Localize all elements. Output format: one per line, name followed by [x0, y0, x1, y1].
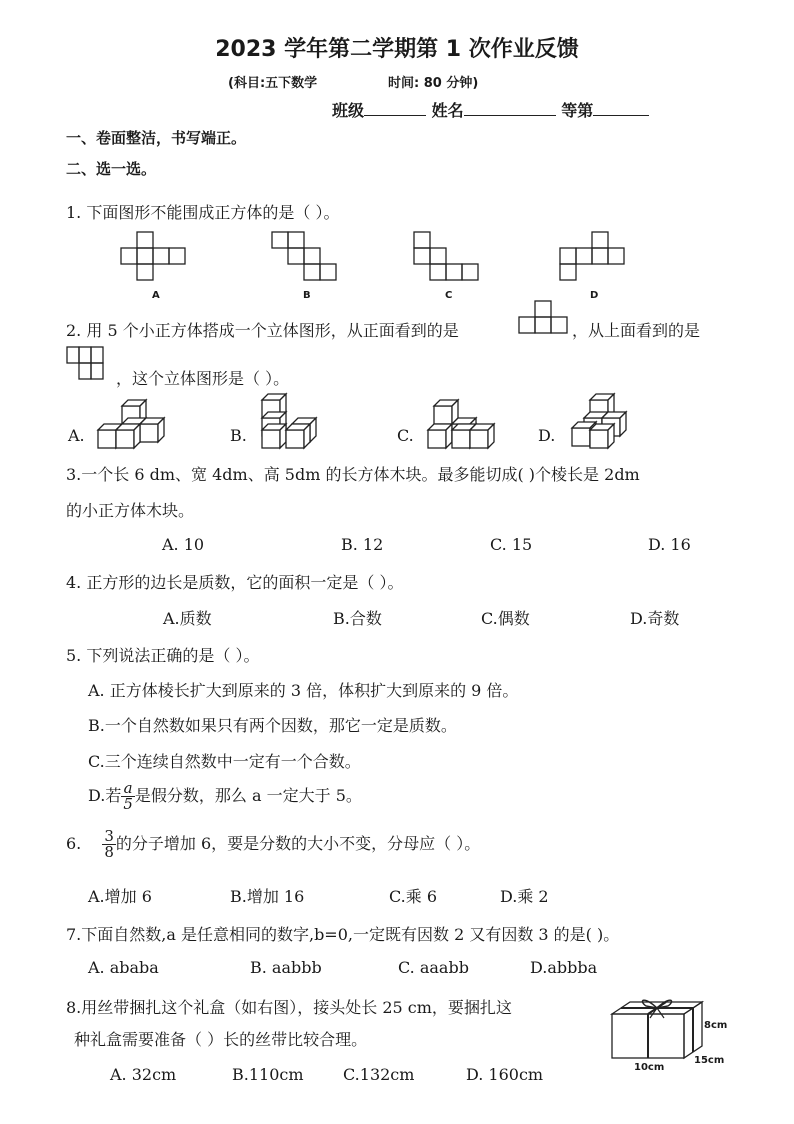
q5-option-b: B.一个自然数如果只有两个因数，那它一定是质数。 [88, 716, 457, 735]
q6-option-c: C.乘 6 [389, 887, 438, 906]
q1-nets-figure [110, 228, 650, 304]
q1-label-c: C [445, 290, 453, 301]
question-5: 5. 下列说法正确的是（ ）。 [66, 646, 260, 665]
net-d [560, 232, 624, 280]
q1-label-d: D [590, 290, 599, 301]
q7-option-c: C. aaabb [398, 958, 469, 977]
q8-option-a: A. 32cm [110, 1065, 177, 1084]
name-blank[interactable] [464, 99, 556, 116]
q4-option-b: B.合数 [333, 609, 382, 628]
class-blank[interactable] [364, 99, 426, 116]
q4-option-d: D.奇数 [630, 609, 680, 628]
q6-option-d: D.乘 2 [500, 887, 549, 906]
question-3-line-1: 3.一个长 6 dm、宽 4dm、高 5dm 的长方体木块。最多能切成( )个棱长是 2dm [66, 465, 640, 484]
q8-option-c: C.132cm [343, 1065, 415, 1084]
q4-option-c: C.偶数 [481, 609, 530, 628]
box-height-label: 8cm [704, 1020, 728, 1031]
page-title: 2023 学年第二学期第 1 次作业反馈 [215, 37, 579, 62]
q5-d-suffix: 是假分数，那么 a 一定大于 5。 [134, 786, 362, 805]
solid-a [98, 400, 164, 448]
question-8-line-1: 8.用丝带捆扎这个礼盒（如右图），接头处长 25 cm，要捆扎这 [66, 998, 512, 1017]
question-2-part-c: ，这个立体图形是（ ）。 [116, 369, 290, 388]
q8-option-d: D. 160cm [466, 1065, 544, 1084]
q5-option-c: C.三个连续自然数中一定有一个合数。 [88, 752, 361, 771]
question-2-part-a: 2. 用 5 个小正方体搭成一个立体图形，从正面看到的是 [66, 321, 459, 340]
question-2-part-b: ，从上面看到的是 [572, 321, 701, 340]
solid-c [428, 400, 494, 448]
solid-b [262, 394, 316, 448]
q2-label-a: A. [68, 426, 85, 445]
grade-label: 等第 [561, 101, 594, 120]
q4-option-a: A.质数 [163, 609, 212, 628]
q3-option-d: D. 16 [648, 535, 691, 554]
question-3-line-2: 的小正方体木块。 [66, 501, 195, 520]
q5-d-prefix: D.若 [88, 786, 122, 805]
fraction-a-over-5: $\frac{a}{5}$ [123, 779, 133, 813]
net-a [121, 232, 185, 280]
q3-option-b: B. 12 [341, 535, 384, 554]
q6-number: 6. [66, 834, 82, 853]
front-view-icon [518, 300, 572, 334]
solid-d [572, 394, 626, 448]
top-view-icon [66, 346, 106, 382]
question-6 [66, 829, 480, 860]
fraction-3-over-8: $\frac{3}{8}$ [104, 827, 114, 861]
q6-text: 的分子增加 6，要是分数的大小不变，分母应（ ）。 [115, 834, 481, 853]
question-4: 4. 正方形的边长是质数，它的面积一定是（ ）。 [66, 573, 404, 592]
q2-label-d: D. [538, 426, 556, 445]
question-1: 1. 下面图形不能围成正方体的是（ ）。 [66, 203, 340, 222]
subject-info: (科目:五下数学 [228, 76, 318, 91]
box-width-label: 15cm [694, 1055, 725, 1066]
q1-label-a: A [152, 290, 160, 301]
net-b [272, 232, 336, 280]
time-info: 时间: 80 分钟) [388, 76, 479, 91]
q6-option-a: A.增加 6 [88, 887, 152, 906]
section-2: 二、选一选。 [66, 160, 157, 178]
q5-option-d [88, 781, 362, 812]
q5-option-a: A. 正方体棱长扩大到原来的 3 倍，体积扩大到原来的 9 倍。 [88, 681, 519, 700]
section-1: 一、卷面整洁，书写端正。 [66, 129, 247, 147]
q7-option-d: D.abbba [530, 958, 598, 977]
q7-option-a: A. ababa [88, 958, 159, 977]
grade-blank[interactable] [593, 99, 649, 116]
q2-label-c: C. [397, 426, 414, 445]
q8-option-b: B.110cm [232, 1065, 304, 1084]
q7-option-b: B. aabbb [250, 958, 322, 977]
q2-solids-figure [92, 390, 652, 450]
q2-label-b: B. [230, 426, 247, 445]
q6-option-b: B.增加 16 [230, 887, 305, 906]
q3-option-a: A. 10 [162, 535, 205, 554]
box-length-label: 10cm [634, 1062, 665, 1073]
q1-label-b: B [303, 290, 311, 301]
question-8-line-2: 种礼盒需要准备（ ）长的丝带比较合理。 [74, 1030, 368, 1049]
student-info-line [332, 98, 649, 121]
net-c [414, 232, 478, 280]
question-7: 7.下面自然数,a 是任意相同的数字,b=0,一定既有因数 2 又有因数 3 的是( )。 [66, 925, 620, 944]
q3-option-c: C. 15 [490, 535, 533, 554]
class-label: 班级 [332, 101, 365, 120]
name-label: 姓名 [431, 101, 464, 120]
